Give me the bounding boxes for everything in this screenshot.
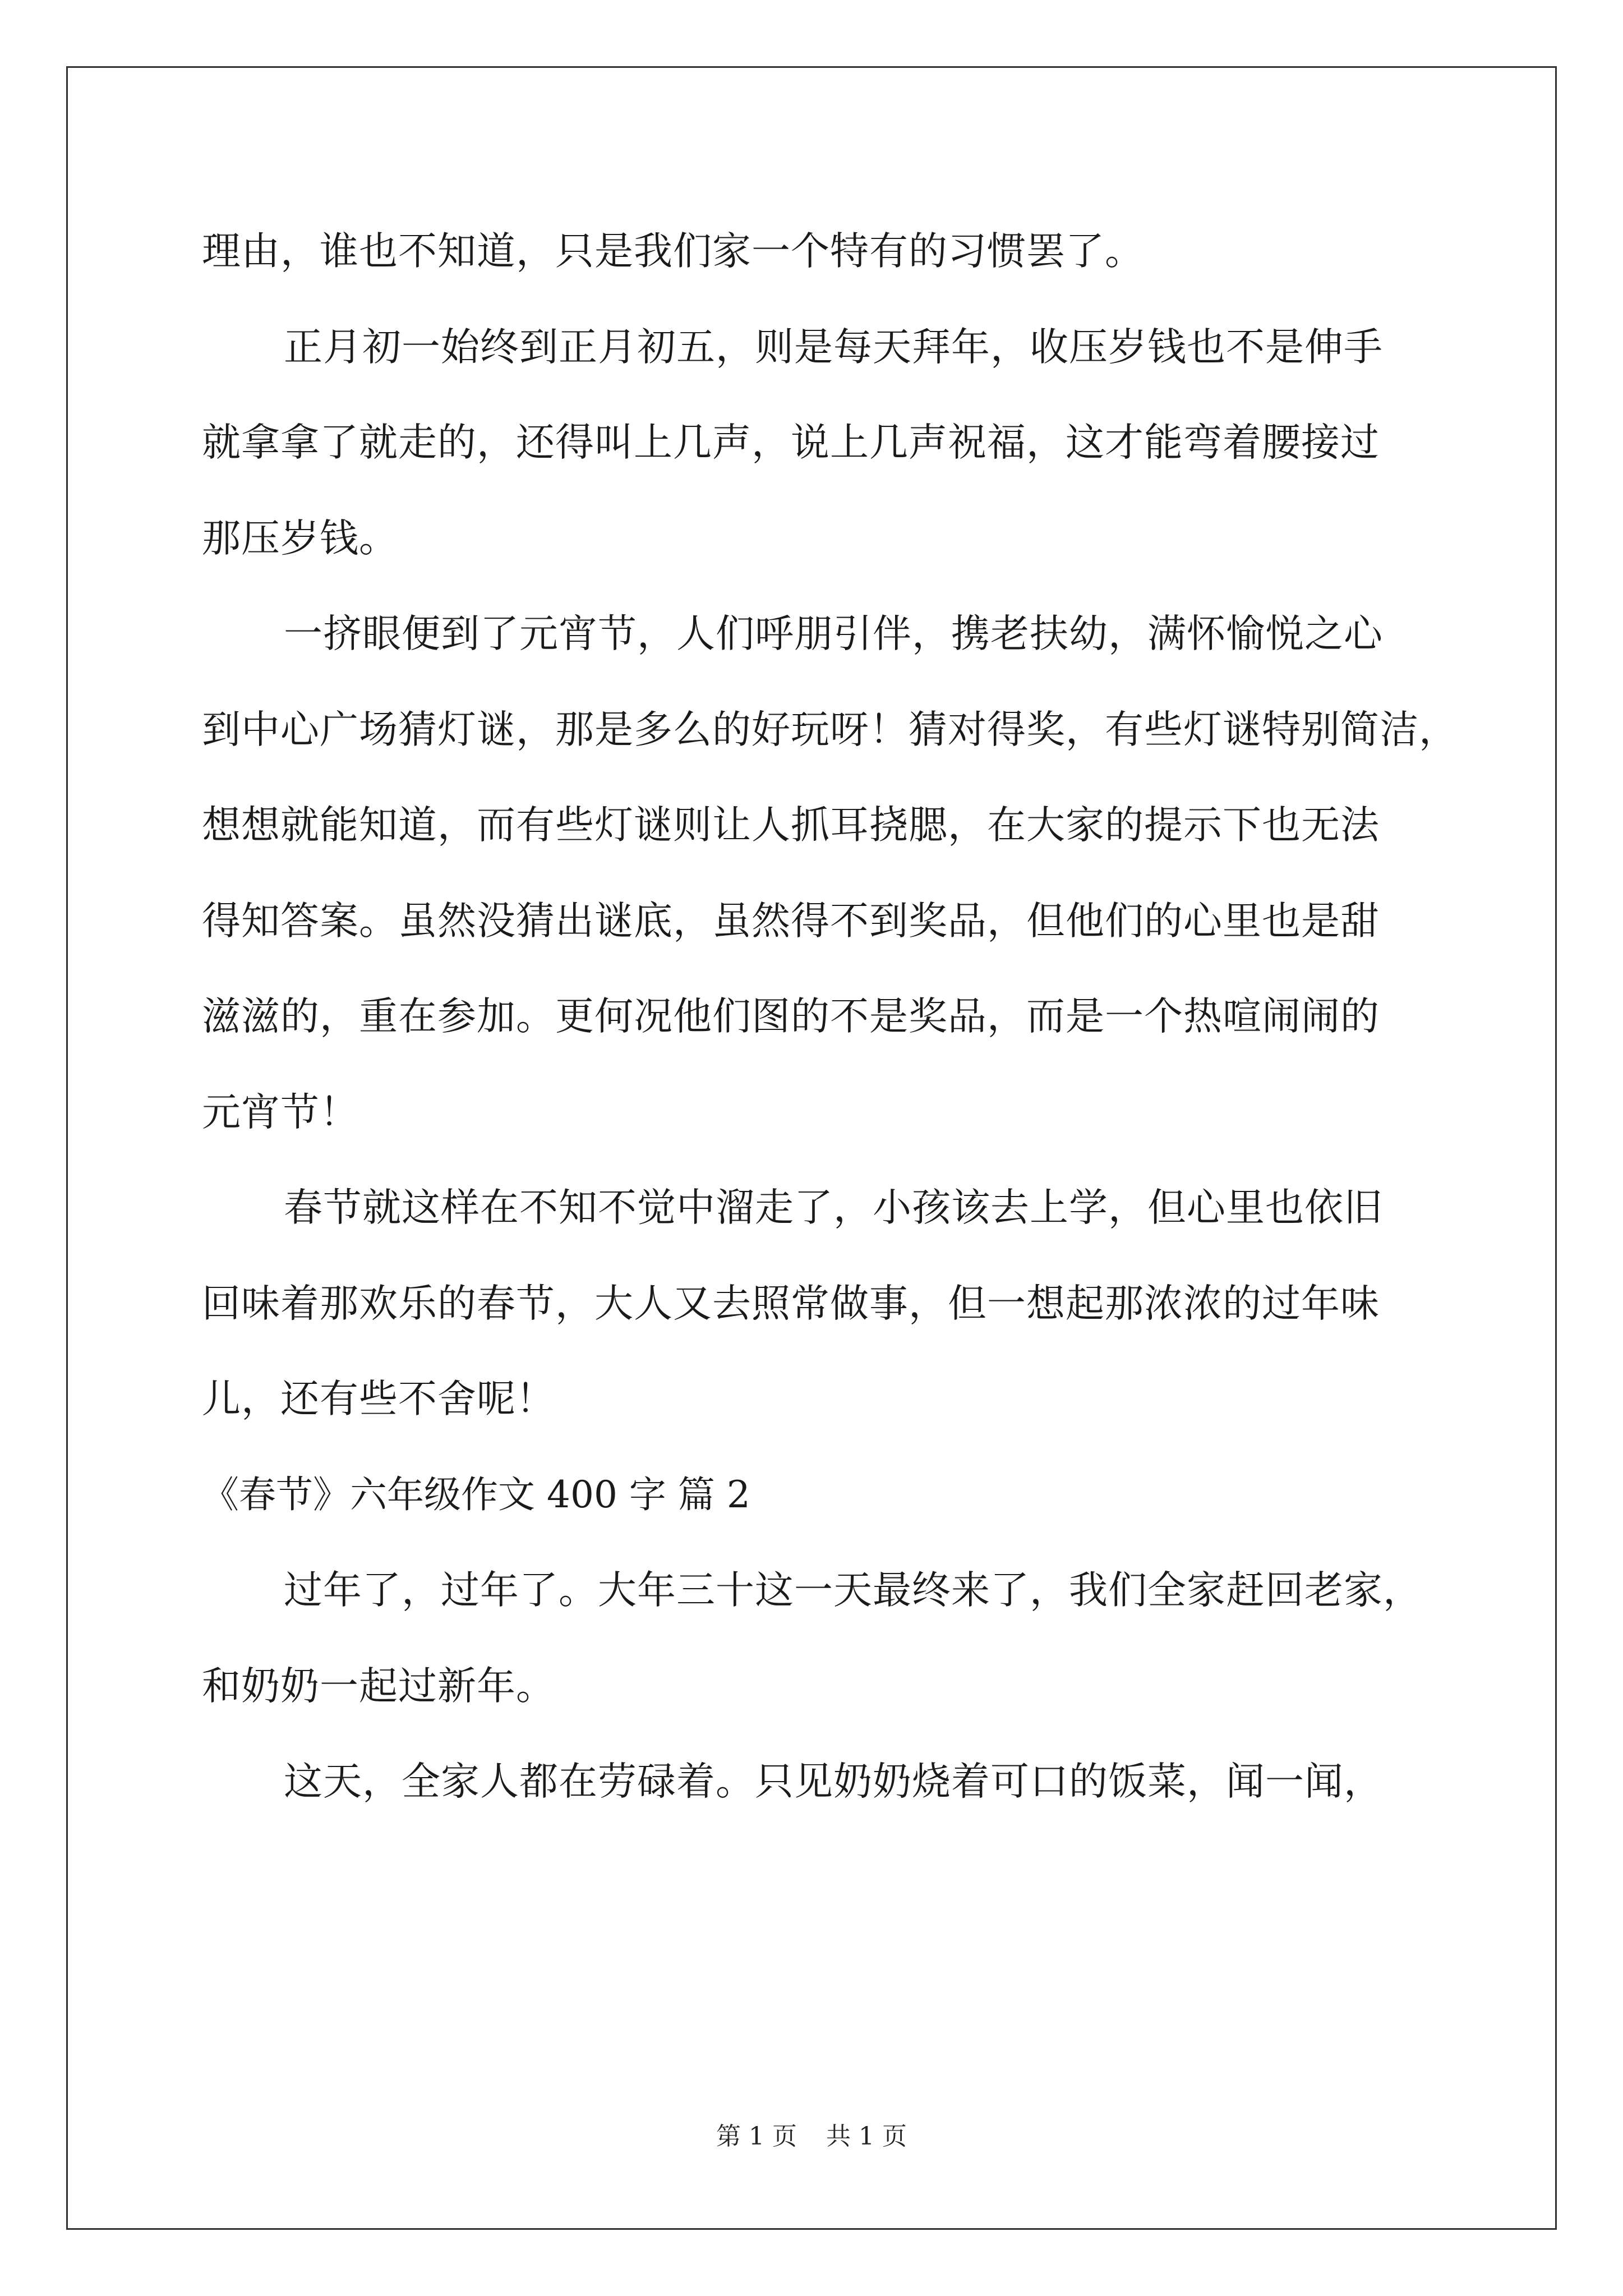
text-line: 得知答案。虽然没猜出谜底，虽然得不到奖品，但他们的心里也是甜 (202, 898, 1380, 944)
document-body (202, 218, 1458, 1844)
text-line: 那压岁钱。 (202, 516, 398, 561)
text-line: 元宵节！ (202, 1089, 359, 1135)
page-total: 共 1 页 (826, 2122, 907, 2151)
text-line: 儿，还有些不舍呢！ (202, 1377, 555, 1421)
page-number: 第 1 页 (716, 2122, 797, 2151)
text-line: 一挤眼便到了元宵节，人们呼朋引伴，携老扶幼，满怀愉悦之心 (284, 611, 1383, 656)
text-line: 就拿拿了就走的，还得叫上几声，说上几声祝福，这才能弯着腰接过 (202, 420, 1380, 465)
text-line: 正月初一始终到正月初五，则是每天拜年，收压岁钱也不是伸手 (284, 324, 1383, 370)
text-line: 这天，全家人都在劳碌着。只见奶奶烧着可口的饭菜，闻一闻， (284, 1759, 1383, 1804)
section-heading: 《春节》六年级作文 400 字 篇 2 (202, 1473, 750, 1516)
text-line: 和奶奶一起过新年。 (202, 1663, 555, 1709)
text-line: 理由，谁也不知道，只是我们家一个特有的习惯罢了。 (202, 229, 1144, 274)
text-line: 到中心广场猜灯谜，那是多么的好玩呀！猜对得奖，有些灯谜特别简洁， (202, 707, 1458, 752)
text-line: 过年了，过年了。大年三十这一天最终来了，我们全家赶回老家， (284, 1568, 1422, 1613)
text-line: 春节就这样在不知不觉中溜走了，小孩该去上学，但心里也依旧 (284, 1185, 1383, 1230)
page-footer (0, 2116, 1623, 2152)
text-line: 回味着那欢乐的春节，大人又去照常做事，但一想起那浓浓的过年味 (202, 1281, 1380, 1326)
text-line: 想想就能知道，而有些灯谜则让人抓耳挠腮，在大家的提示下也无法 (202, 803, 1380, 848)
text-line: 滋滋的，重在参加。更何况他们图的不是奖品，而是一个热喧闹闹的 (202, 994, 1380, 1039)
